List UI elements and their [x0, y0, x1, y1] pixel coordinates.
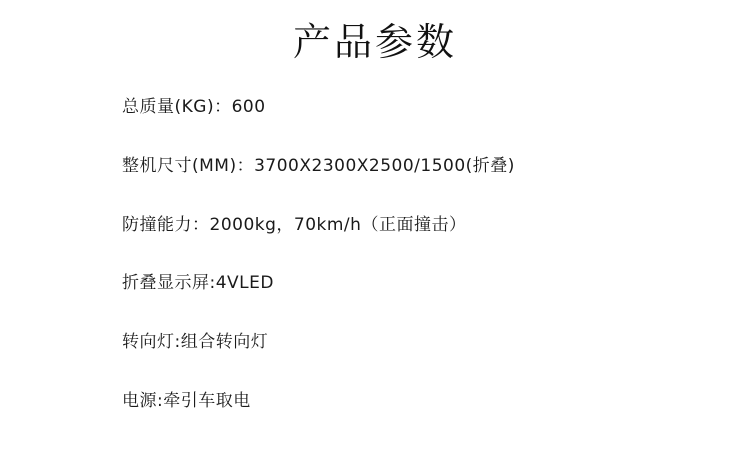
list-item: 转向灯:组合转向灯 [122, 332, 269, 353]
list-item: 电源:牵引车取电 [122, 390, 251, 411]
spec-list [122, 96, 720, 449]
list-item: 整机尺寸(MM)：3700X2300X2500/1500(折叠) [122, 155, 515, 176]
list-item: 总质量(KG)：600 [122, 97, 266, 117]
list-item: 防撞能力：2000kg，70km/h（正面撞击） [122, 214, 467, 235]
list-item: 折叠显示屏:4VLED [122, 273, 274, 294]
page-title: 产品参数 [292, 20, 457, 64]
